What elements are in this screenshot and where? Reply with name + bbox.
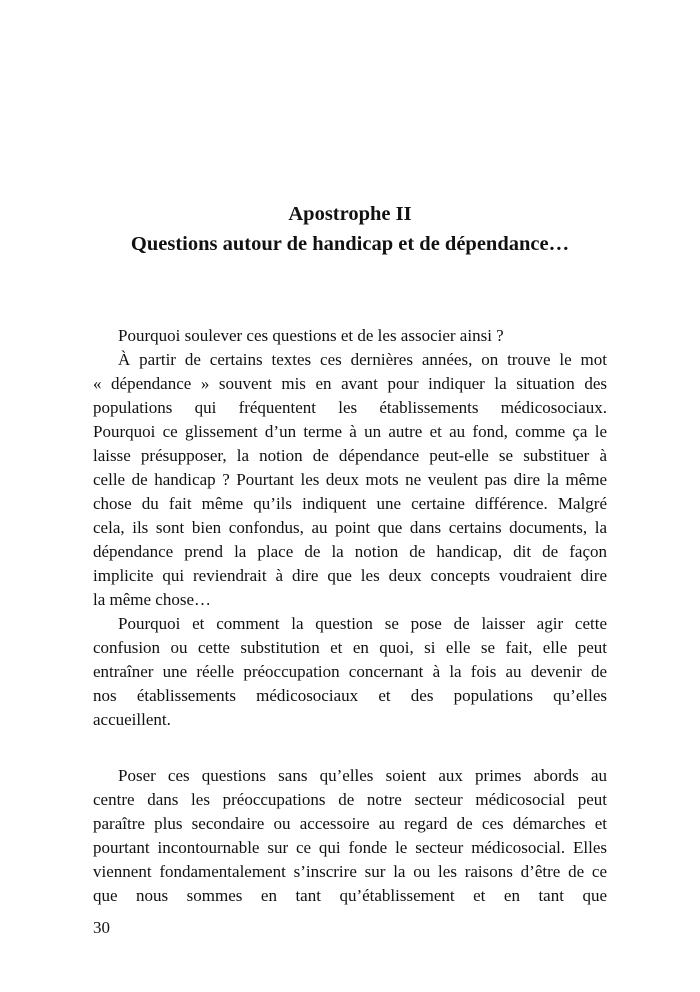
text-line: cela, ils sont bien confondus, au point que dans certains documents, la — [93, 518, 607, 537]
text-line: paraître plus secondaire ou accessoire au regard de ces démarches et — [93, 814, 607, 833]
text-line: implicite qui reviendrait à dire que les deux concepts voudraient dire — [93, 566, 607, 585]
body-text-block-2 — [93, 764, 607, 908]
text-line: Pourquoi soulever ces questions et de les associer ainsi ? — [118, 326, 504, 345]
text-line: pourtant incontournable sur ce qui fonde le secteur médicosocial. Elles — [93, 838, 607, 857]
text-line: chose du fait même qu’ils indiquent une certaine différence. Malgré — [93, 494, 607, 513]
paragraph-3 — [93, 612, 607, 732]
text-line: Poser ces questions sans qu’elles soient aux primes abords au — [118, 766, 607, 785]
text-line: « dépendance » souvent mis en avant pour indiquer la situation des — [93, 374, 607, 393]
body-text-block-1 — [93, 324, 607, 732]
page-number: 30 — [93, 918, 110, 937]
text-line: accueillent. — [93, 710, 171, 729]
text-line: nos établissements médicosociaux et des populations qu’elles — [93, 686, 607, 705]
text-line: celle de handicap ? Pourtant les deux mots ne veulent pas dire la même — [93, 470, 607, 489]
text-line: entraîner une réelle préoccupation concernant à la fois au devenir de — [93, 662, 607, 681]
text-line: confusion ou cette substitution et en quoi, si elle se fait, elle peut — [93, 638, 607, 657]
text-line: dépendance prend la place de la notion de handicap, dit de façon — [93, 542, 607, 561]
text-line: populations qui fréquentent les établissements médicosociaux. — [93, 398, 607, 417]
text-line: Pourquoi ce glissement d’un terme à un autre et au fond, comme ça le — [93, 422, 607, 441]
text-line: centre dans les préoccupations de notre secteur médicosocial peut — [93, 790, 607, 809]
text-line: À partir de certains textes ces dernières années, on trouve le mot — [118, 350, 607, 369]
paragraph-4 — [93, 764, 607, 908]
text-line: la même chose… — [93, 590, 212, 609]
text-line: Pourquoi et comment la question se pose de laisser agir cette — [118, 614, 607, 633]
chapter-title: Apostrophe II — [288, 203, 412, 225]
paragraph-2 — [93, 348, 607, 612]
paragraph-1 — [93, 324, 607, 348]
chapter-subtitle: Questions autour de handicap et de dépendance… — [130, 233, 570, 255]
text-line: viennent fondamentalement s’inscrire sur la ou les raisons d’être de ce — [93, 862, 607, 881]
text-line: que nous sommes en tant qu’établissement et en tant que — [93, 886, 607, 905]
text-line: laisse présupposer, la notion de dépendance peut-elle se substituer à — [93, 446, 607, 465]
